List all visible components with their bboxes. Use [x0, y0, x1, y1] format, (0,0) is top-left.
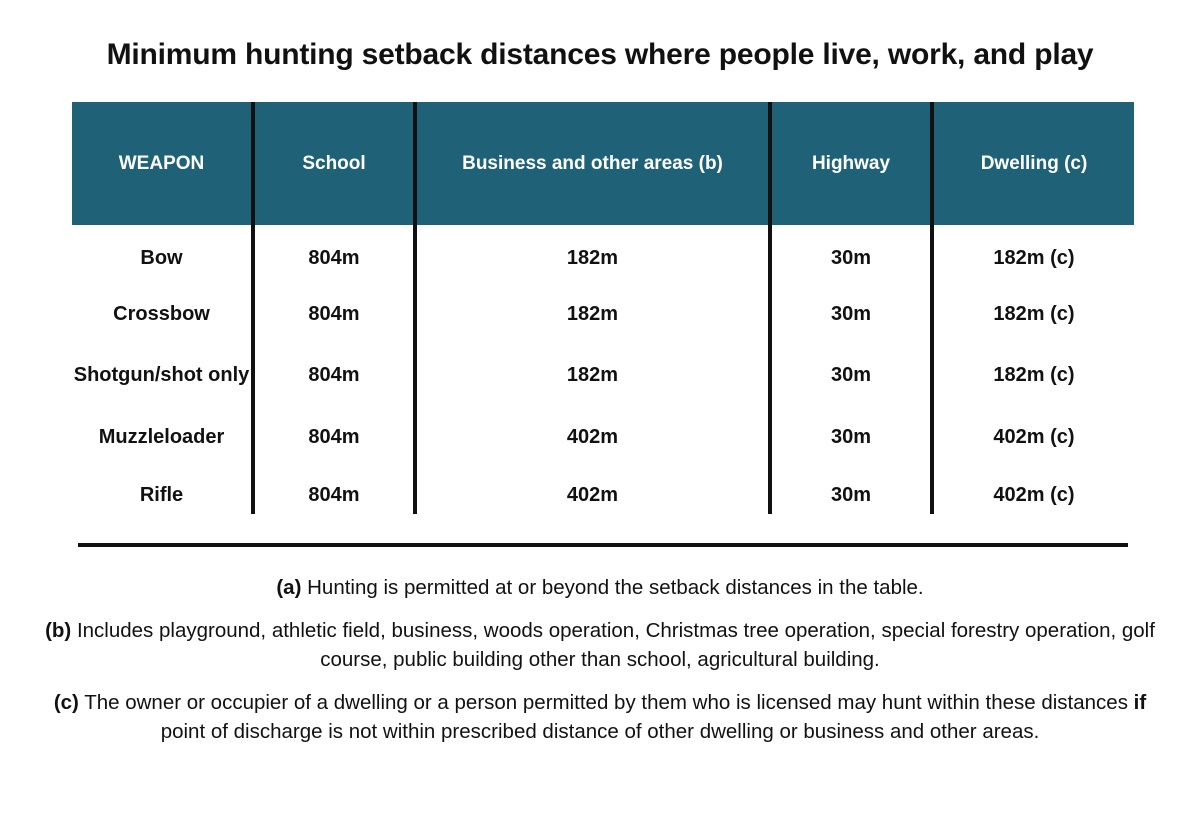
table-row [72, 484, 1134, 514]
highway-cell: 30m [770, 282, 932, 340]
highway-cell: 30m [770, 426, 932, 484]
business-cell: 402m [415, 426, 770, 484]
school-cell: 804m [253, 340, 415, 426]
highway-cell: 30m [770, 484, 932, 514]
weapon-cell: Rifle [139, 484, 184, 506]
school-cell: 804m [253, 225, 415, 282]
weapon-cell: Shotgun/shot only [73, 364, 250, 386]
school-cell: 804m [253, 426, 415, 484]
table-row [72, 340, 1134, 426]
highway-cell: 30m [770, 225, 932, 282]
table-header-row [72, 102, 1134, 225]
school-cell: 804m [253, 282, 415, 340]
footnote-text: The owner or occupier of a dwelling or a person permitted by them who is licensed may hunt within these distances [78, 691, 1134, 714]
header-weapon: WEAPON [72, 102, 253, 225]
header-highway: Highway [770, 102, 932, 225]
table-bottom-rule [78, 543, 1128, 547]
weapon-cell: Bow [140, 247, 183, 269]
setback-table [72, 102, 1134, 514]
table-row [72, 426, 1134, 484]
school-cell: 804m [253, 484, 415, 514]
header-business: Business and other areas (b) [415, 102, 770, 225]
footnote-text: point of discharge is not within prescribed distance of other dwelling or business and other areas. [160, 720, 1040, 743]
footnote-a [40, 573, 1160, 602]
setback-table-container [72, 102, 1134, 514]
business-cell: 182m [415, 282, 770, 340]
page-title: Minimum hunting setback distances where people live, work, and play [106, 38, 1094, 71]
footnote-marker: (c) [53, 691, 79, 714]
business-cell: 182m [415, 225, 770, 282]
dwelling-cell: 182m (c) [932, 282, 1134, 340]
footnote-text: Hunting is permitted at or beyond the setback distances in the table. [301, 576, 924, 599]
dwelling-cell: 402m (c) [932, 484, 1134, 514]
table-row [72, 225, 1134, 282]
business-cell: 402m [415, 484, 770, 514]
weapon-cell: Crossbow [113, 303, 210, 325]
table-row [72, 282, 1134, 340]
footnote-marker: (b) [45, 619, 72, 642]
highway-cell: 30m [770, 340, 932, 426]
dwelling-cell: 182m (c) [932, 225, 1134, 282]
footnotes [40, 573, 1160, 760]
weapon-cell: Muzzleloader [98, 426, 225, 448]
header-school: School [253, 102, 415, 225]
footnote-marker: (a) [276, 576, 302, 599]
footnote-emphasis: if [1133, 691, 1147, 714]
business-cell: 182m [415, 340, 770, 426]
footnote-c [40, 688, 1160, 746]
footnote-text: Includes playground, athletic field, business, woods operation, Christmas tree operation, special forestry operation, golf course, public building other than school, agricultural building. [71, 619, 1155, 671]
footnote-b [40, 616, 1160, 674]
header-dwelling: Dwelling (c) [932, 102, 1134, 225]
dwelling-cell: 402m (c) [932, 426, 1134, 484]
dwelling-cell: 182m (c) [932, 340, 1134, 426]
